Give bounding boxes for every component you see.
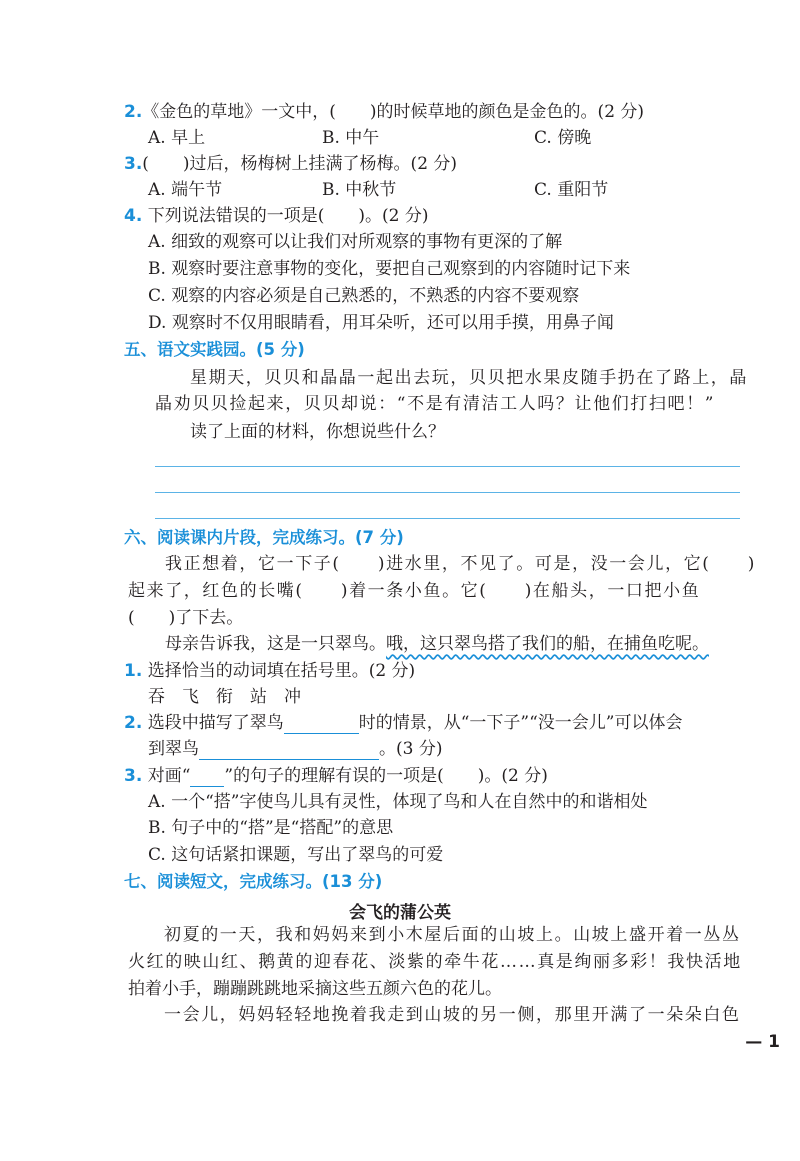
option-a: A. 早上 <box>148 128 206 148</box>
question-text: ( )过后，杨梅树上挂满了杨梅。(2 分) <box>142 154 458 174</box>
question-number: 3. <box>124 154 143 174</box>
verb-choices: 吞 飞 衔 站 冲 <box>148 687 301 707</box>
option-c: C. 观察的内容必须是自己熟悉的，不熟悉的内容不要观察 <box>148 286 580 306</box>
story-line-1: 初夏的一天，我和妈妈来到小木屋后面的山坡上。山坡上盛开着一丛丛 <box>164 925 741 945</box>
section-5-paragraph-line-1: 星期天，贝贝和晶晶一起出去玩，贝贝把水果皮随手扔在了路上，晶 <box>190 368 748 388</box>
option-d: D. 观察时不仅用眼睛看，用耳朵听，还可以用手摸，用鼻子闻 <box>148 313 614 333</box>
answer-line-2[interactable] <box>155 492 740 493</box>
question-text: ”的句子的理解有误的一项是( )。(2 分) <box>224 766 548 786</box>
option-b: B. 中秋节 <box>322 180 397 200</box>
option-a: A. 细致的观察可以让我们对所观察的事物有更深的了解 <box>148 232 563 252</box>
section-5-paragraph-line-2: 晶劝贝贝捡起来，贝贝却说：“不是有清洁工人吗？让他们打扫吧！” <box>155 394 715 414</box>
question-4 <box>124 205 428 227</box>
question-text: 《金色的草地》一文中，( )的时候草地的颜色是金色的。(2 分) <box>142 102 645 122</box>
question-2 <box>124 101 644 123</box>
option-a: A. 一个“搭”字使鸟儿具有灵性，体现了鸟和人在自然中的和谐相处 <box>148 792 648 812</box>
question-number: 2. <box>124 713 143 733</box>
fill-blank[interactable] <box>199 741 379 760</box>
question-3 <box>124 153 457 175</box>
section-6-question-3 <box>124 765 548 787</box>
question-number: 2. <box>124 102 143 122</box>
section-5-title: 五、语文实践园。(5 分) <box>124 340 305 359</box>
answer-line-1[interactable] <box>155 466 740 467</box>
question-number: 1. <box>124 661 143 681</box>
question-text: 到翠鸟 <box>148 739 199 759</box>
passage-line-1: 我正想着，它一下子( )进水里，不见了。可是，没一会儿，它( ) <box>165 554 756 574</box>
wavy-line-symbol <box>190 768 224 787</box>
page-number: — 1 <box>745 1032 780 1052</box>
question-text: 。(3 分) <box>379 739 443 759</box>
section-5-prompt: 读了上面的材料，你想说些什么？ <box>190 422 445 442</box>
option-a: A. 端午节 <box>148 180 223 200</box>
passage-line-3: ( )了下去。 <box>128 608 244 628</box>
question-text: 对画“ <box>147 766 191 786</box>
answer-line-3[interactable] <box>155 518 740 519</box>
section-6-question-2 <box>124 712 682 734</box>
option-c: C. 这句话紧扣课题，写出了翠鸟的可爱 <box>148 845 444 865</box>
fill-blank[interactable] <box>284 715 359 734</box>
question-text: 时的情景，从“一下子”“没一会儿”可以体会 <box>358 713 683 733</box>
passage-line-2: 起来了，红色的长嘴( )着一条小鱼。它( )在船头，一口把小鱼 <box>128 581 701 601</box>
question-text: 下列说法错误的一项是( )。(2 分) <box>147 206 429 226</box>
question-number: 3. <box>124 766 143 786</box>
section-6-title: 六、阅读课内片段，完成练习。(7 分) <box>124 528 404 547</box>
question-number: 4. <box>124 206 143 226</box>
story-line-2: 火红的映山红、鹅黄的迎春花、淡紫的牵牛花……真是绚丽多彩！我快活地 <box>128 952 742 972</box>
passage-sentence: 母亲告诉我，这是一只翠鸟。 <box>165 634 386 654</box>
story-line-4: 一会儿，妈妈轻轻地挽着我走到山坡的另一侧，那里开满了一朵朵白色 <box>164 1005 741 1025</box>
option-b: B. 句子中的“搭”是“搭配”的意思 <box>148 818 394 838</box>
option-b: B. 观察时要注意事物的变化，要把自己观察到的内容随时记下来 <box>148 259 631 279</box>
option-b: B. 中午 <box>322 128 380 148</box>
section-7-title: 七、阅读短文，完成练习。(13 分) <box>124 872 383 891</box>
wavy-underlined-sentence: 哦，这只翠鸟搭了我们的船，在捕鱼吃呢。 <box>386 634 709 654</box>
question-text: 选择恰当的动词填在括号里。(2 分) <box>147 661 416 681</box>
section-6-question-2-cont <box>148 738 442 760</box>
option-c: C. 重阳节 <box>534 180 609 200</box>
question-text: 选段中描写了翠鸟 <box>147 713 284 733</box>
story-line-3: 拍着小手，蹦蹦跳跳地采摘这些五颜六色的花儿。 <box>128 979 502 999</box>
story-title: 会飞的蒲公英 <box>349 903 451 923</box>
passage-line-4 <box>165 633 709 655</box>
section-6-question-1 <box>124 660 415 682</box>
option-c: C. 傍晚 <box>534 128 592 148</box>
